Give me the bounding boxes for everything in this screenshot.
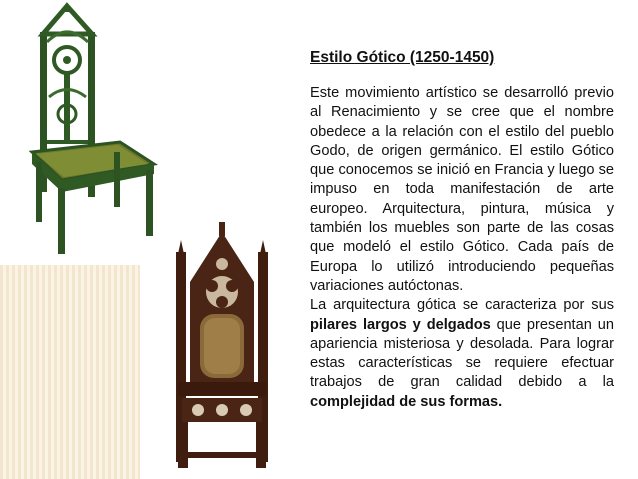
bold-complejidad: complejidad de sus formas. — [310, 393, 503, 410]
bold-pilares: pilares largos y delgados — [310, 316, 491, 333]
body-text — [310, 84, 614, 412]
paragraph-2-middle: que presentan un apariencia misteriosa y desolada. Para lograr estas características se requiere efectuar trabajos de gran calidad debido a la — [310, 316, 614, 391]
paragraph-2-start: La arquitectura gótica se caracteriza por sus — [310, 297, 614, 314]
paragraph-2 — [310, 296, 614, 412]
green-gothic-chair-image — [22, 2, 162, 257]
brown-gothic-throne-chair-image — [168, 222, 276, 472]
paragraph-1: Este movimiento artístico se desarrolló previo al Renacimiento y se cree que el nombre obedece a la relación con el estilo del pueblo Godo, de origen germánico. El estilo Gótico que conocemos se inició en Francia y luego se impuso en toda manifestación de arte europeo. Arquitectura, pintura, música y también los muebles son parte de las cosas que modeló el estilo Gótico. Cada país de Europa lo utilizó introduciendo pequeñas variaciones autóctonas. — [310, 85, 614, 294]
slide-title: Estilo Gótico (1250-1450) — [310, 49, 495, 66]
decorative-stripe-panel — [0, 265, 140, 479]
slide-text-block — [310, 48, 614, 412]
